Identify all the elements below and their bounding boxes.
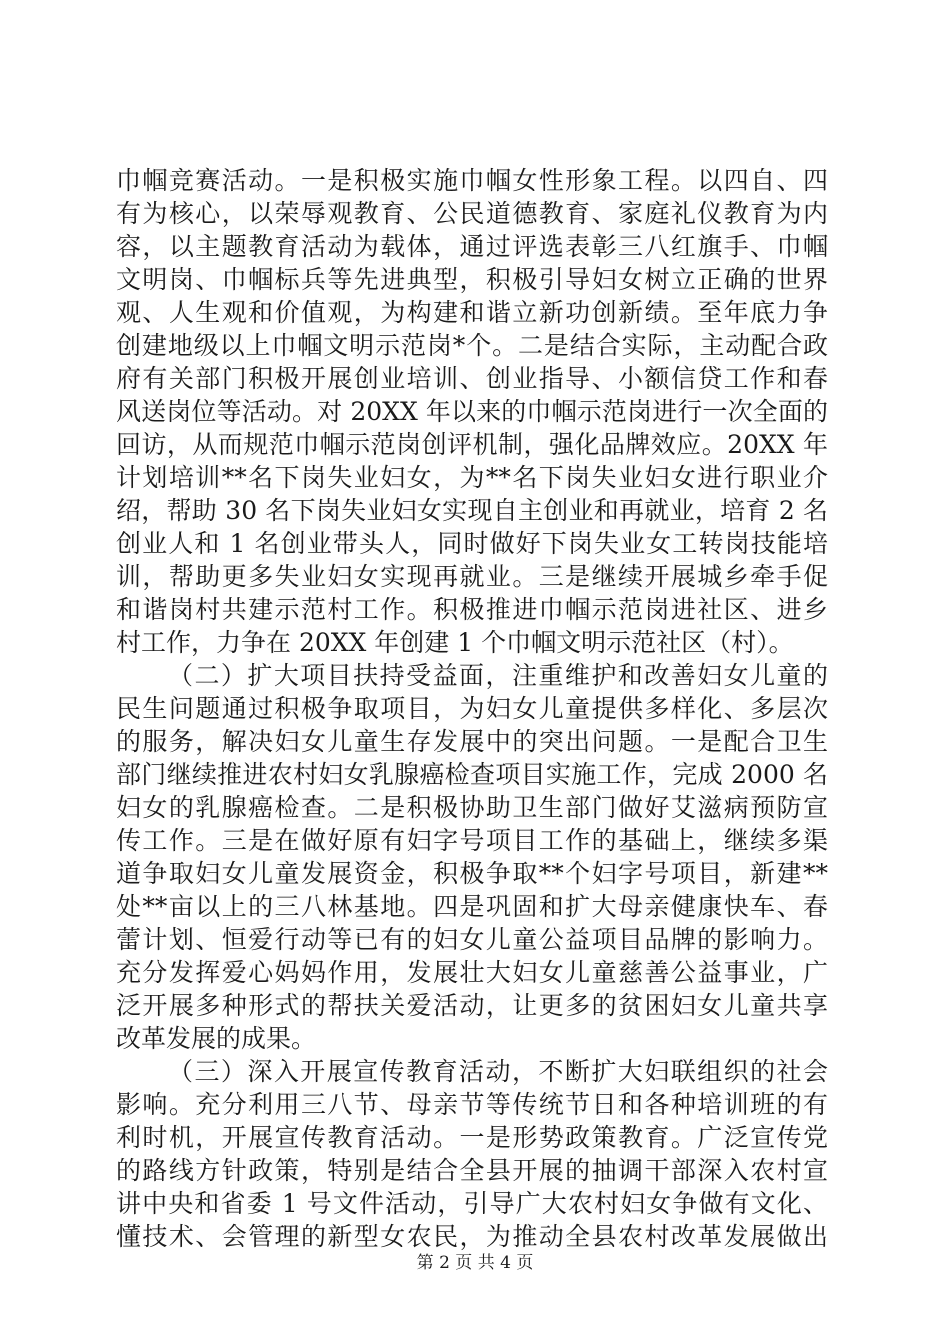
text-line: 有为核心，以荣辱观教育、公民道德教育、家庭礼仪教育为内	[116, 199, 828, 228]
text-line: 部门继续推进农村妇女乳腺癌检查项目实施工作，完成 2000 名	[116, 760, 828, 789]
text-line: 充分发挥爱心妈妈作用，发展壮大妇女儿童慈善公益事业，广	[116, 958, 828, 987]
text-line: 蕾计划、恒爱行动等已有的妇女儿童公益项目品牌的影响力。	[116, 925, 828, 954]
text-line: 利时机，开展宣传教育活动。一是形势政策教育。广泛宣传党	[116, 1123, 828, 1152]
page-number-footer: 第 2 页 共 4 页	[416, 1253, 534, 1273]
text-line: 道争取妇女儿童发展资金，积极争取**个妇字号项目，新建**	[116, 859, 828, 888]
text-line: 影响。充分利用三八节、母亲节等传统节日和各种培训班的有	[116, 1090, 828, 1119]
text-line: 训，帮助更多失业妇女实现再就业。三是继续开展城乡牵手促	[116, 562, 828, 591]
text-line: 的路线方针政策，特别是结合全县开展的抽调干部深入农村宣	[116, 1156, 828, 1185]
text-line: 计划培训**名下岗失业妇女，为**名下岗失业妇女进行职业介	[116, 463, 828, 492]
text-line: 文明岗、巾帼标兵等先进典型，积极引导妇女树立正确的世界	[116, 265, 828, 294]
text-line: 的服务，解决妇女儿童生存发展中的突出问题。一是配合卫生	[116, 727, 828, 756]
text-line: 风送岗位等活动。对 20XX 年以来的巾帼示范岗进行一次全面的	[116, 397, 828, 426]
text-line: 回访，从而规范巾帼示范岗创评机制，强化品牌效应。20XX 年	[116, 430, 828, 459]
paragraph-heading-line: （二）扩大项目扶持受益面，注重维护和改善妇女儿童的	[168, 661, 828, 690]
text-line: 绍，帮助 30 名下岗失业妇女实现自主创业和再就业，培育 2 名	[116, 496, 828, 525]
text-line: 巾帼竞赛活动。一是积极实施巾帼女性形象工程。以四自、四	[116, 166, 828, 195]
paragraph-heading-line: （三）深入开展宣传教育活动，不断扩大妇联组织的社会	[168, 1057, 828, 1086]
text-line: 处**亩以上的三八林基地。四是巩固和扩大母亲健康快车、春	[116, 892, 828, 921]
text-line: 懂技术、会管理的新型女农民，为推动全县农村改革发展做出	[116, 1222, 828, 1251]
text-line: 创业人和 1 名创业带头人，同时做好下岗失业女工转岗技能培	[116, 529, 828, 558]
text-line: 泛开展多种形式的帮扶关爱活动，让更多的贫困妇女儿童共享	[116, 991, 828, 1020]
text-line: 改革发展的成果。	[116, 1024, 317, 1053]
text-line: 民生问题通过积极争取项目，为妇女儿童提供多样化、多层次	[116, 694, 828, 723]
text-line: 容，以主题教育活动为载体，通过评选表彰三八红旗手、巾帼	[116, 232, 828, 261]
text-line: 观、人生观和价值观，为构建和谐立新功创新绩。至年底力争	[116, 298, 828, 327]
text-line: 传工作。三是在做好原有妇字号项目工作的基础上，继续多渠	[116, 826, 828, 855]
text-line: 和谐岗村共建示范村工作。积极推进巾帼示范岗进社区、进乡	[116, 595, 828, 624]
text-line: 府有关部门积极开展创业培训、创业指导、小额信贷工作和春	[116, 364, 828, 393]
text-line: 村工作，力争在 20XX 年创建 1 个巾帼文明示范社区（村）。	[116, 628, 794, 657]
text-line: 讲中央和省委 1 号文件活动，引导广大农村妇女争做有文化、	[116, 1189, 828, 1218]
text-line: 妇女的乳腺癌检查。二是积极协助卫生部门做好艾滋病预防宣	[116, 793, 828, 822]
text-line: 创建地级以上巾帼文明示范岗*个。二是结合实际，主动配合政	[116, 331, 828, 360]
